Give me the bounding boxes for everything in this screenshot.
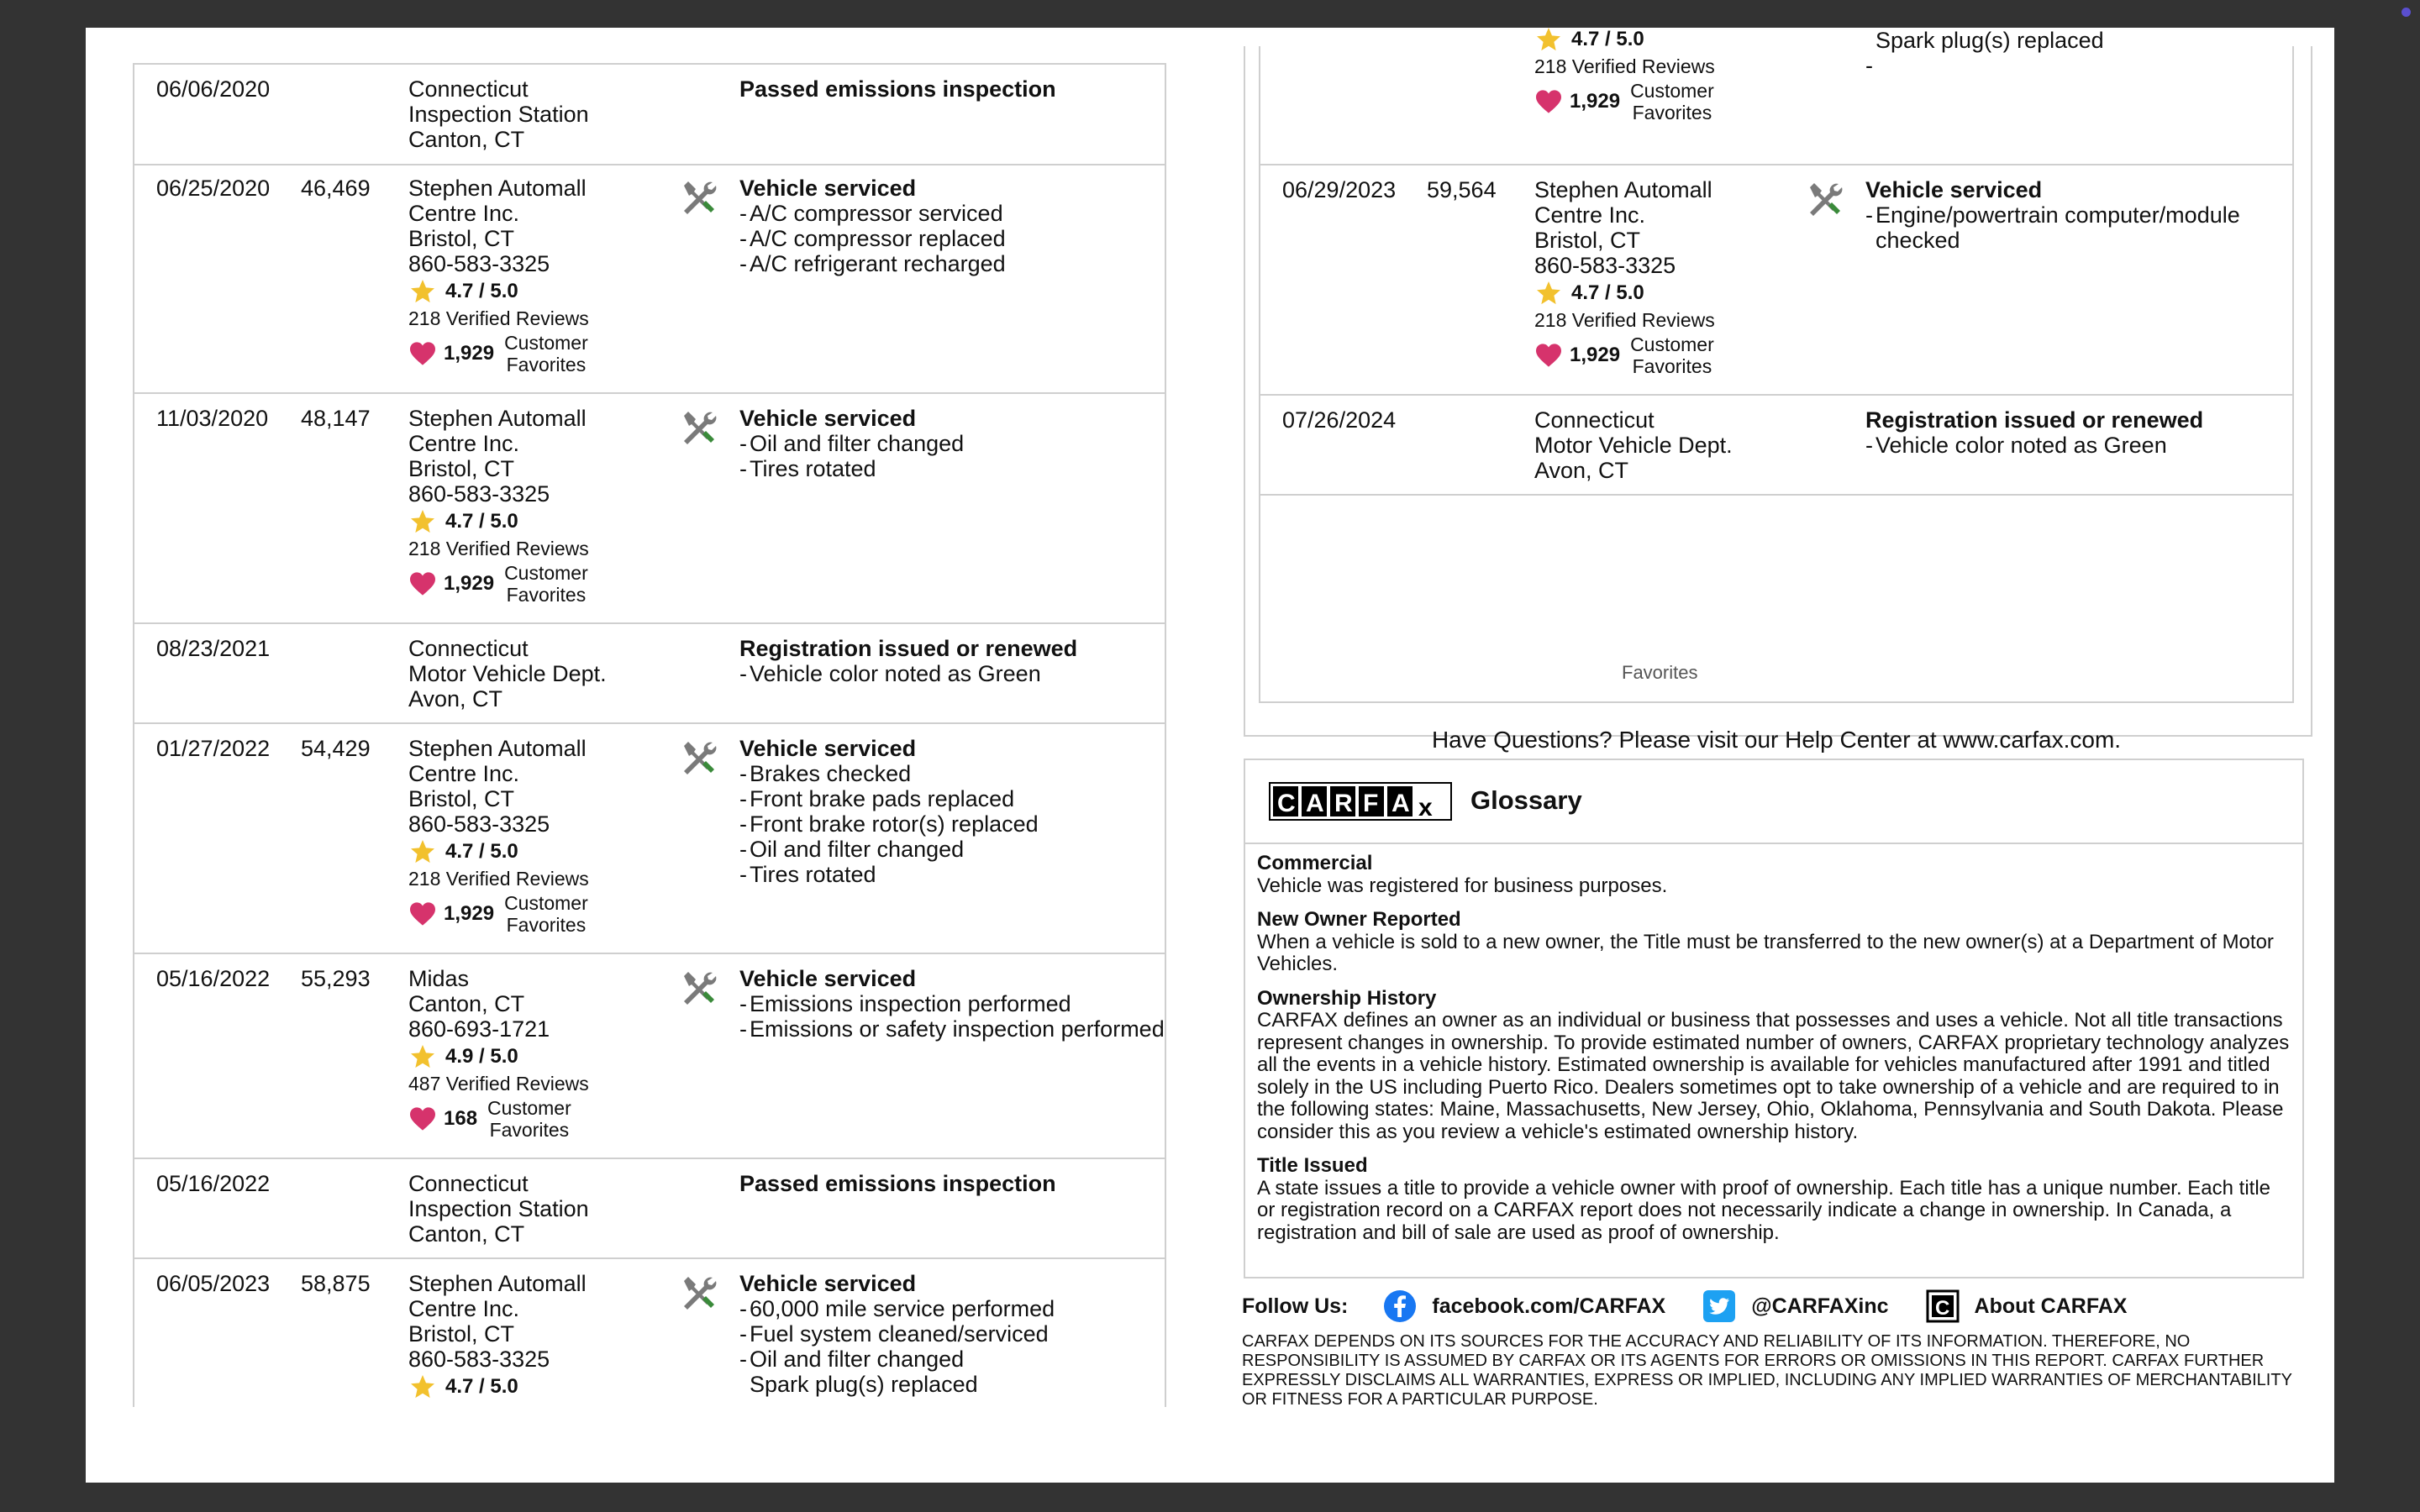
star-icon	[1534, 26, 1563, 53]
favorites-label: Customer Favorites	[504, 332, 588, 375]
source-phone[interactable]: 860-693-1721	[408, 1016, 550, 1042]
carfax-c-icon	[1926, 1289, 1960, 1323]
record-odometer: 55,293	[301, 966, 371, 991]
follow-us-bar	[1242, 1286, 2309, 1326]
indicator-dot	[2402, 8, 2411, 17]
rating-score: 4.7 / 5.0	[1571, 281, 1644, 304]
source-line: Bristol, CT	[408, 1321, 515, 1347]
source-line: Avon, CT	[408, 686, 503, 711]
wrench-screwdriver-icon	[679, 1274, 719, 1315]
comment-item: - Oil and filter changed	[739, 431, 965, 456]
verified-reviews-link[interactable]: 218 Verified Reviews	[408, 868, 589, 890]
record-date: 06/05/2023	[156, 1271, 271, 1296]
record-date: 06/06/2020	[156, 76, 271, 102]
favorites-label: Customer Favorites	[1630, 80, 1714, 123]
glossary-term: Commercial	[1257, 852, 1373, 874]
source-line: Canton, CT	[408, 127, 525, 152]
source-line: Centre Inc.	[408, 431, 520, 456]
favorites	[408, 562, 644, 606]
svg-text:F: F	[1363, 790, 1379, 817]
verified-reviews-link[interactable]: 218 Verified Reviews	[408, 538, 589, 559]
comment-item: - Emissions inspection performed	[739, 991, 1071, 1016]
star-icon	[408, 278, 437, 305]
twitter-link-text[interactable]: @CARFAXinc	[1751, 1294, 1889, 1318]
source-line: Stephen Automall	[408, 176, 587, 201]
comment-item: - Emissions or safety inspection performed	[739, 1016, 1165, 1042]
comment-item: - Brakes checked	[739, 761, 912, 786]
source-phone[interactable]: 860-583-3325	[408, 1347, 550, 1372]
svg-text:C: C	[1277, 790, 1296, 817]
verified-reviews-link[interactable]: 218 Verified Reviews	[1534, 55, 1715, 77]
rating-score: 4.7 / 5.0	[1571, 28, 1644, 50]
rating-score: 4.7 / 5.0	[445, 840, 518, 863]
source-line: Connecticut	[1534, 407, 1655, 433]
verified-reviews-link[interactable]: 218 Verified Reviews	[408, 307, 589, 329]
favorites	[408, 332, 644, 375]
record-date: 05/16/2022	[156, 966, 271, 991]
favorites-count: 1,929	[444, 572, 495, 595]
record-source	[408, 736, 644, 936]
record-date: 01/27/2022	[156, 736, 271, 761]
comment-item: - Vehicle color noted as Green	[739, 661, 1041, 686]
record-comments	[739, 736, 1176, 887]
report-page	[86, 28, 2334, 1483]
glossary-definition: CARFAX defines an owner as an individual or business that possesses and uses a vehicle. Not all title transactions represent changes in ownership. To provide estimated number of owners, CARFAX proprietary technology analyzes all the events in a vehicle history. Estimated ownership is available for vehicles manufactured after 1991 and titled solely in the US including Puerto Rico. Dealers sometimes opt to take ownership of a vehicle and are required to in the following states: Maine, Massachusetts, New Jersey, Ohio, Oklahoma, Pennsylvania and South Dakota. Please consider this as you review a vehicle's estimated ownership history.	[1257, 1009, 2290, 1143]
record-comments	[739, 966, 1176, 1042]
rating	[408, 507, 644, 537]
source-line: Centre Inc.	[408, 761, 520, 786]
record-source	[1534, 177, 1770, 377]
history-column-right	[1244, 28, 2312, 743]
record-odometer: 59,564	[1427, 177, 1497, 202]
record-comments	[1865, 28, 2302, 78]
records-table	[1259, 28, 2294, 703]
glossary-title: Glossary	[1470, 785, 1582, 815]
table-row	[134, 1159, 1165, 1259]
glossary-term: New Owner Reported	[1257, 908, 1461, 931]
table-row	[134, 724, 1165, 954]
record-comments	[739, 1271, 1176, 1397]
source-line: Centre Inc.	[408, 1296, 520, 1321]
source-phone[interactable]: 860-583-3325	[408, 481, 550, 507]
record-date: 05/16/2022	[156, 1171, 271, 1196]
svg-text:C: C	[1934, 1297, 1949, 1320]
svg-text:x: x	[1418, 794, 1433, 822]
heart-icon	[1534, 89, 1563, 114]
record-date: 11/03/2020	[156, 406, 269, 431]
record-source	[408, 1271, 644, 1402]
table-row	[1260, 396, 2292, 496]
wrench-screwdriver-icon	[1805, 181, 1845, 221]
star-icon	[1534, 280, 1563, 307]
help-center-text[interactable]: Have Questions? Please visit our Help Center at www.carfax.com.	[1431, 727, 2122, 753]
source-line: Stephen Automall	[408, 1271, 587, 1296]
source-line: Inspection Station	[408, 1196, 589, 1221]
rating-score: 4.7 / 5.0	[445, 510, 518, 533]
heart-icon	[1534, 343, 1563, 368]
record-odometer: 46,469	[301, 176, 371, 201]
source-line: Centre Inc.	[408, 201, 520, 226]
record-comments	[739, 406, 1176, 481]
record-date: 06/29/2023	[1282, 177, 1397, 202]
record-source	[408, 76, 644, 152]
record-comments	[739, 1171, 1176, 1196]
comment-item: -	[1865, 53, 1873, 78]
carfax-logo	[1269, 782, 1452, 821]
wrench-screwdriver-icon	[679, 409, 719, 449]
table-row	[134, 63, 1165, 165]
history-column-left	[133, 63, 1166, 1407]
source-line: Avon, CT	[1534, 458, 1629, 483]
rating	[408, 1372, 644, 1402]
record-odometer: 48,147	[301, 406, 371, 431]
table-row	[1260, 29, 2292, 165]
favorites	[408, 892, 644, 936]
favorites	[1534, 80, 1770, 123]
table-row	[134, 394, 1165, 624]
favorites	[408, 1097, 644, 1141]
source-line: Bristol, CT	[408, 456, 515, 481]
source-line: Canton, CT	[408, 991, 525, 1016]
record-date: 08/23/2021	[156, 636, 271, 661]
verified-reviews-link[interactable]: 487 Verified Reviews	[408, 1073, 589, 1095]
comment-item: - Front brake pads replaced	[739, 786, 1015, 811]
record-source	[408, 636, 644, 711]
source-line: Connecticut	[408, 1171, 529, 1196]
record-comments	[1865, 407, 2302, 458]
source-phone[interactable]: 860-583-3325	[1534, 253, 1676, 278]
comment-item: - 60,000 mile service performed	[739, 1296, 1055, 1321]
record-source	[1534, 29, 1770, 123]
record-source	[408, 966, 644, 1141]
record-comments	[739, 636, 1176, 686]
heart-icon	[408, 901, 437, 927]
about-carfax-text[interactable]: About CARFAX	[1974, 1294, 2128, 1318]
favorites-count: 1,929	[1570, 90, 1621, 113]
record-source	[1534, 407, 1770, 483]
comment-item: - Front brake rotor(s) replaced	[739, 811, 1039, 837]
favorites-count: 168	[444, 1107, 478, 1130]
table-row	[134, 954, 1165, 1159]
comment-item: - Engine/powertrain computer/module checked	[1865, 202, 2240, 253]
rating	[1534, 278, 1770, 308]
comment-title: Vehicle serviced	[739, 966, 917, 991]
heart-icon	[408, 571, 437, 596]
record-source	[408, 1171, 644, 1247]
glossary-body	[1257, 853, 2291, 1256]
facebook-link-text[interactable]: facebook.com/CARFAX	[1432, 1294, 1666, 1318]
rating-score: 4.9 / 5.0	[445, 1045, 518, 1068]
svg-text:A: A	[1392, 790, 1410, 817]
star-icon	[408, 838, 437, 865]
star-icon	[408, 1373, 437, 1400]
comment-item: Spark plug(s) replaced	[750, 1372, 978, 1397]
glossary-term: Ownership History	[1257, 986, 1437, 1010]
table-row	[134, 624, 1165, 724]
comment-item: Spark plug(s) replaced	[1876, 28, 2104, 53]
rating	[1534, 24, 1770, 55]
comment-item: - Vehicle color noted as Green	[1865, 433, 2167, 458]
twitter-icon	[1702, 1289, 1736, 1323]
glossary-term: Title Issued	[1257, 1154, 1368, 1177]
favorites-label: Customer Favorites	[1630, 333, 1714, 377]
favorites-label: Customer Favorites	[504, 562, 588, 606]
source-phone[interactable]: 860-583-3325	[408, 811, 550, 837]
source-line: Bristol, CT	[408, 786, 515, 811]
record-odometer: 58,875	[301, 1271, 371, 1296]
glossary-panel	[1244, 759, 2304, 1278]
rating	[408, 276, 644, 307]
wrench-screwdriver-icon	[679, 179, 719, 219]
comment-title: Vehicle serviced	[739, 406, 917, 431]
source-line: Stephen Automall	[1534, 177, 1712, 202]
comment-item: - Tires rotated	[739, 456, 876, 481]
favorites-count: 1,929	[1570, 344, 1621, 366]
record-comments	[739, 176, 1176, 276]
comment-item: - Oil and filter changed	[739, 1347, 965, 1372]
comment-title: Passed emissions inspection	[739, 76, 1056, 102]
record-date: 07/26/2024	[1282, 407, 1397, 433]
table-row	[1260, 165, 2292, 396]
facebook-link[interactable]	[1383, 1289, 1665, 1323]
disclaimer-text: CARFAX DEPENDS ON ITS SOURCES FOR THE ACCURACY AND RELIABILITY OF ITS INFORMATION. THEREFORE, NO RESPONSIBILITY IS ASSUMED BY CARFAX OR ITS AGENTS FOR ERRORS OR OMISSIONS IN THIS REPORT. CARFAX FURTHER EXPRESSLY DISCLAIMS ALL WARRANTIES, EXPRESS OR IMPLIED, INCLUDING ANY IMPLIED WARRANTIES OF MERCHANTABILITY OR FITNESS FOR A PARTICULAR PURPOSE.	[1242, 1332, 2292, 1409]
records-frame	[1244, 28, 2312, 737]
rating	[408, 837, 644, 867]
record-comments	[739, 76, 1176, 102]
record-comments	[1865, 177, 2302, 253]
source-line: Midas	[408, 966, 470, 991]
wrench-screwdriver-icon	[679, 739, 719, 780]
comment-title: Vehicle serviced	[739, 176, 917, 201]
comment-title: Vehicle serviced	[1865, 177, 2043, 202]
glossary-definition: Vehicle was registered for business purposes.	[1257, 874, 1668, 897]
comment-title: Registration issued or renewed	[739, 636, 1078, 661]
record-odometer: 54,429	[301, 736, 371, 761]
svg-text:R: R	[1334, 790, 1353, 817]
star-icon	[408, 508, 437, 535]
source-line: Inspection Station	[408, 102, 589, 127]
rating-score: 4.7 / 5.0	[445, 1375, 518, 1398]
favorites-count: 1,929	[444, 342, 495, 365]
glossary-definition: When a vehicle is sold to a new owner, the Title must be transferred to the new owner(s) at a Department of Motor Vehicles.	[1257, 930, 2274, 975]
heart-icon	[408, 341, 437, 366]
svg-text:A: A	[1306, 790, 1324, 817]
comment-item: - A/C compressor serviced	[739, 201, 1003, 226]
comment-item: - Oil and filter changed	[739, 837, 965, 862]
source-phone[interactable]: 860-583-3325	[408, 251, 550, 276]
source-line: Centre Inc.	[1534, 202, 1646, 228]
heart-icon	[408, 1106, 437, 1131]
twitter-link[interactable]	[1702, 1289, 1888, 1323]
ghost-text: Favorites	[1622, 662, 1698, 683]
source-line: Motor Vehicle Dept.	[408, 661, 607, 686]
record-date: 06/25/2020	[156, 176, 271, 201]
source-line: Canton, CT	[408, 1221, 525, 1247]
favorites-label: Customer Favorites	[487, 1097, 571, 1141]
comment-item: - A/C compressor replaced	[739, 226, 1006, 251]
rating-score: 4.7 / 5.0	[445, 280, 518, 302]
rating	[408, 1042, 644, 1072]
comment-title: Registration issued or renewed	[1865, 407, 2204, 433]
record-source	[408, 176, 644, 375]
facebook-icon	[1383, 1289, 1417, 1323]
record-source	[408, 406, 644, 606]
favorites-count: 1,929	[444, 902, 495, 925]
source-line: Bristol, CT	[1534, 228, 1641, 253]
glossary-header	[1245, 760, 2302, 844]
follow-label: Follow Us:	[1242, 1294, 1349, 1318]
verified-reviews-link[interactable]: 218 Verified Reviews	[1534, 309, 1715, 331]
favorites-label: Customer Favorites	[504, 892, 588, 936]
source-line: Stephen Automall	[408, 736, 587, 761]
glossary-definition: A state issues a title to provide a vehicle owner with proof of ownership. Each title has a unique number. Each title or registration record on a CARFAX report does not necessarily indicate a change in ownership. In Canada, a registration and bill of sale are used as proof of ownership.	[1257, 1176, 2271, 1244]
comment-title: Vehicle serviced	[739, 1271, 917, 1296]
comment-item: - Fuel system cleaned/serviced	[739, 1321, 1049, 1347]
source-line: Connecticut	[408, 76, 529, 102]
star-icon	[408, 1043, 437, 1070]
table-row	[134, 164, 1165, 394]
comment-title: Vehicle serviced	[739, 736, 917, 761]
source-line: Stephen Automall	[408, 406, 587, 431]
source-line: Bristol, CT	[408, 226, 515, 251]
about-carfax-link[interactable]	[1926, 1289, 2128, 1323]
comment-title: Passed emissions inspection	[739, 1171, 1056, 1196]
comment-item: - Tires rotated	[739, 862, 876, 887]
favorites	[1534, 333, 1770, 377]
wrench-screwdriver-icon	[679, 969, 719, 1010]
source-line: Connecticut	[408, 636, 529, 661]
table-row	[134, 1259, 1165, 1478]
comment-item: - A/C refrigerant recharged	[739, 251, 1006, 276]
source-line: Motor Vehicle Dept.	[1534, 433, 1733, 458]
